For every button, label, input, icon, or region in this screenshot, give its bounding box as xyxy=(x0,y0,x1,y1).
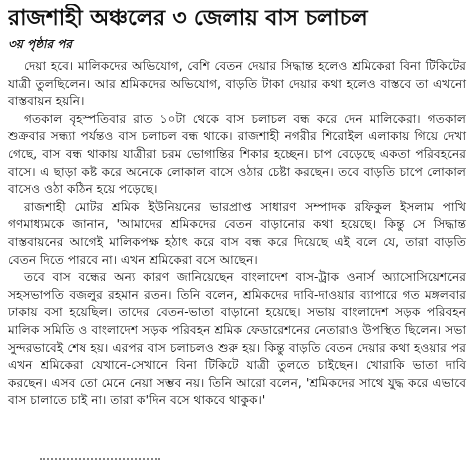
article-headline: রাজশাহী অঞ্চলের ৩ জেলায় বাস চলাচল xyxy=(8,6,368,31)
article-paragraph: দেয়া হবে। মালিকদের অভিযোগ, বেশি বেতন দেয়ার সিদ্ধান্ত হলেও শ্রমিকেরা বিনা টিকিটের যাত্রী তুলছিলেন। আর শ্রমিকদের অভিযোগ, বাড়তি টাকা দেয়ার কথা হলেও বাস্তবে তা এখনো বাস্তবায়ন হয়নি। xyxy=(8,59,466,109)
continued-from-label: ৩য় পৃষ্ঠার পর xyxy=(8,37,73,51)
article-paragraph: গতকাল বৃহস্পতিবার রাত ১০টা থেকে বাস চলাচল বন্ধ করে দেন মালিকেরা। গতকাল শুক্রবার সন্ধ্যা পর্যন্তও বাস চলাচল বন্ধ থাকে। রাজশাহী নগরীর শিরোইল এলাকায় গিয়ে দেখা গেছে, বাস বন্ধ থাকায় যাত্রীরা চরম ভোগান্তির শিকার হচ্ছেন। চাপ বেড়েছে একতা পরিবহনের বাসে। এ ছাড়া কষ্ট করে অনেকে লোকাল বাসে ওঠার চেষ্টা করছেন। তবে বাড়তি চাপে লোকাল বাসেও ওঠা কঠিন হয়ে পড়েছে। xyxy=(8,111,466,197)
article-paragraph: তবে বাস বন্ধের অন্য কারণ জানিয়েছেন বাংলাদেশ বাস-ট্রাক ওনার্স অ্যাসোসিয়েশনের সহসভাপতি বজলুর রহমান রতন। তিনি বলেন, শ্রমিকদের দাবি-দাওয়ার ব্যাপারে গত মঙ্গলবার ঢাকায় বসা হয়েছিল। তাদের বেতন-ভাতা বাড়ানো হয়েছে। সভায় বাংলাদেশ সড়ক পরিবহন মালিক সমিতি ও বাংলাদেশ সড়ক পরিবহন শ্রমিক ফেডারেশনের নেতারাও উপস্থিত ছিলেন। সভা সুন্দরভাবেই শেষ হয়। এরপর বাস চলাচলও শুরু হয়। কিন্তু বাড়তি বেতন দেয়ার কথা হওয়ার পর এখন শ্রমিকেরা যেখানে-সেখানে বিনা টিকিটে যাত্রী তুলতে চাইছেন। খোরাকি ভাতা দাবি করছেন। এসব তো মেনে নেয়া সম্ভব নয়। তিনি আরো বলেন, 'শ্রমিকদের সাথে যুদ্ধ করে এভাবে বাস চালাতে চাই না। তারা ক'দিন বসে থাকবে থাকুক।' xyxy=(8,270,466,408)
article-body xyxy=(8,58,466,410)
clipping-edge xyxy=(40,458,160,466)
article-paragraph: রাজশাহী মোটর শ্রমিক ইউনিয়নের ভারপ্রাপ্ত সাধারণ সম্পাদক রফিকুল ইসলাম পাখি গণমাধ্যমকে জানান, 'আমাদের শ্রমিকদের বেতন বাড়ানোর কথা হয়েছে। কিন্তু সে সিদ্ধান্ত বাস্তবায়নের আগেই মালিকপক্ষ হঠাৎ করে বাস বন্ধ করে দিয়েছে এই বলে যে, তারা বাড়তি বেতন দিতে পারবে না। এখন শ্রমিকেরা বসে আছেন। xyxy=(8,199,466,267)
